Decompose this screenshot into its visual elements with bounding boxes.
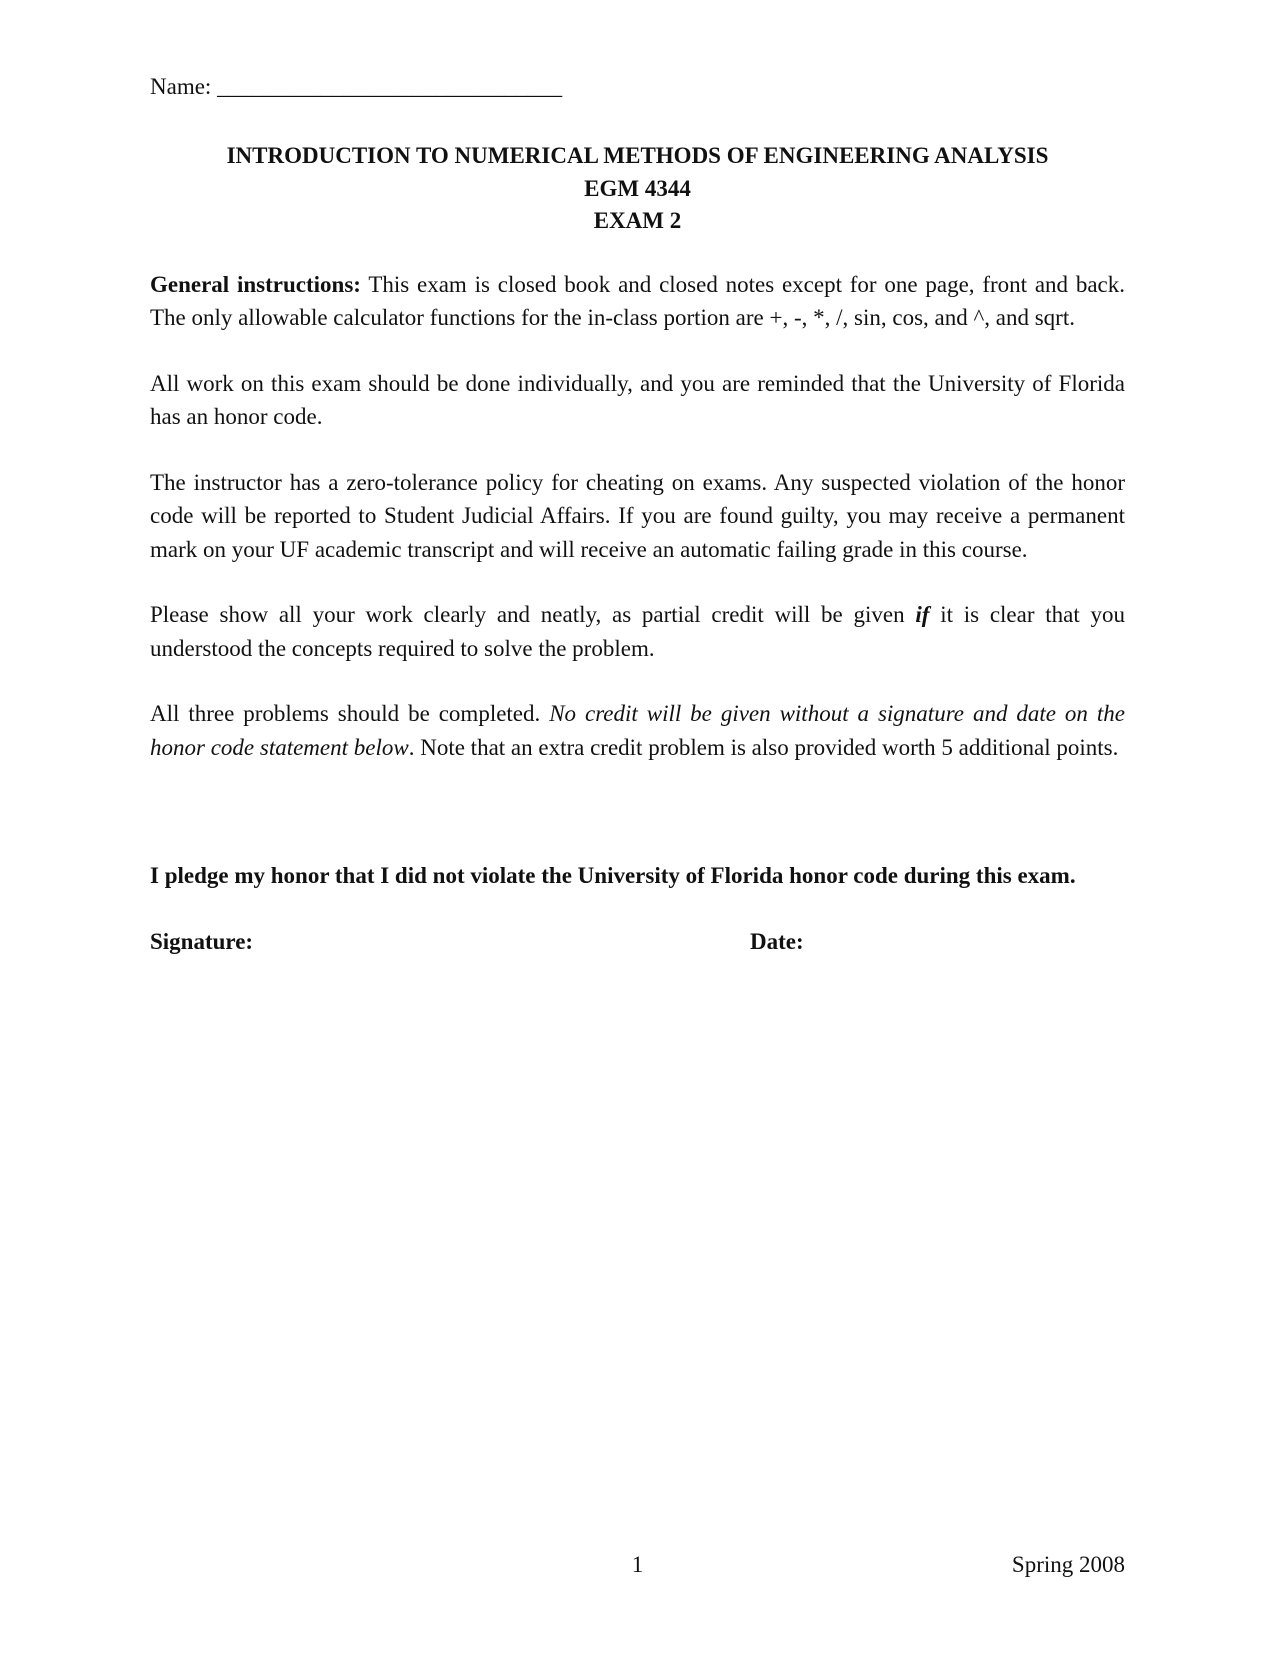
page-number: 1 — [631, 1552, 644, 1577]
exam-cover-page — [150, 70, 1125, 959]
course-title: INTRODUCTION TO NUMERICAL METHODS OF ENGINEERING ANALYSIS — [226, 143, 1049, 168]
page-footer — [150, 1548, 1125, 1582]
show-work-emphasis: if — [915, 602, 930, 627]
term-label: Spring 2008 — [1011, 1552, 1125, 1577]
general-instructions-paragraph — [150, 268, 1125, 335]
general-instructions-text: This exam is closed book and closed notes except for one page, front and back. The only allowable calculator functions for the in-class portion are +, -, *, /, sin, cos, and ^, and sqrt. — [150, 271, 1125, 330]
completion-text-italic: No credit will be given without a signature and date on the honor code statement below — [150, 701, 1125, 760]
completion-text-after: . Note that an extra credit problem is also provided worth 5 additional points. — [408, 734, 1119, 760]
signature-label: Signature: — [150, 928, 254, 954]
name-field — [150, 70, 1125, 104]
show-work-text-after: it is clear that you understood the concepts required to solve the problem. — [150, 602, 1125, 661]
exam-title-block — [150, 140, 1125, 238]
completion-text-before: All three problems should be completed. — [150, 701, 550, 726]
show-work-paragraph — [150, 598, 1125, 665]
name-label: Name: — [150, 74, 212, 99]
completion-paragraph — [150, 697, 1125, 764]
date-label: Date: — [750, 928, 804, 954]
cheating-policy-paragraph: The instructor has a zero-tolerance policy for cheating on exams. Any suspected violation of the honor code will be reported to Student Judicial Affairs. If you are found guilty, you may receive a permanent mark on your UF academic transcript and will receive an automatic failing grade in this course. — [150, 469, 1125, 562]
honor-pledge-statement: I pledge my honor that I did not violate the University of Florida honor code during this exam. — [150, 863, 1076, 888]
general-instructions-label: General instructions: — [150, 271, 361, 297]
exam-number: EXAM 2 — [593, 208, 682, 233]
course-code: EGM 4344 — [584, 175, 691, 201]
individual-work-paragraph: All work on this exam should be done individually, and you are reminded that the University of Florida has an honor code. — [150, 370, 1125, 429]
show-work-text-before: Please show all your work clearly and neatly, as partial credit will be given — [150, 602, 916, 627]
signature-row — [150, 925, 1125, 959]
name-blank-line: ______________________________ — [217, 74, 563, 99]
